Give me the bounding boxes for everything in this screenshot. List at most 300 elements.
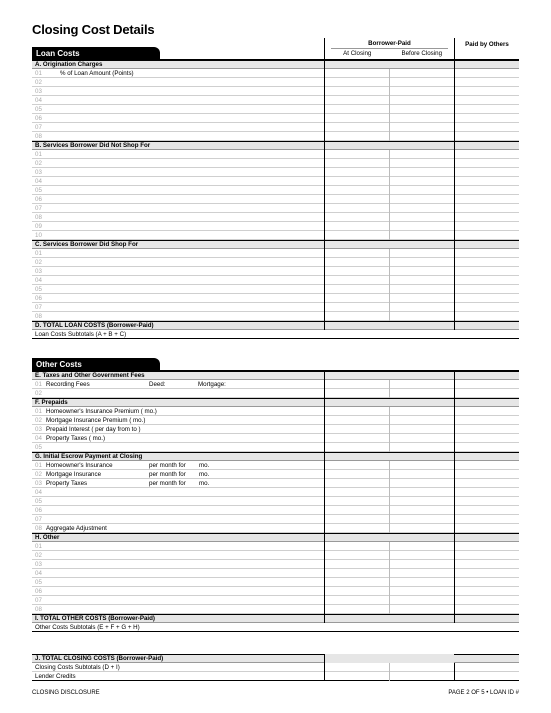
before-closing-cell[interactable] xyxy=(389,249,454,258)
paid-by-others-cell[interactable] xyxy=(454,416,519,425)
line-item-label xyxy=(32,542,324,551)
line-number: 02 xyxy=(35,259,42,266)
before-closing-cell[interactable] xyxy=(389,267,454,276)
section-header-divider xyxy=(454,398,519,407)
at-closing-cell[interactable] xyxy=(324,231,389,240)
at-closing-cell[interactable] xyxy=(324,114,389,123)
line-item-text[interactable]: Homeowner's Insurance Premium ( mo.) xyxy=(46,408,157,415)
line-item-label xyxy=(32,150,324,159)
page-title: Closing Cost Details xyxy=(32,22,155,37)
line-item-field-1: per month for xyxy=(149,471,186,478)
line-number: 02 xyxy=(35,160,42,167)
paid-by-others-cell[interactable] xyxy=(454,461,519,470)
lender-credits-label: Lender Credits xyxy=(35,673,76,680)
line-item-text[interactable]: Property Taxes ( mo.) xyxy=(46,435,106,442)
paid-by-others-cell[interactable] xyxy=(454,231,519,240)
before-closing-cell[interactable] xyxy=(389,105,454,114)
line-item-label xyxy=(32,285,324,294)
before-closing-cell[interactable] xyxy=(389,425,454,434)
line-item-field-2: mo. xyxy=(199,462,210,469)
line-number: 08 xyxy=(35,525,42,532)
line-number: 06 xyxy=(35,115,42,122)
paid-by-others-cell[interactable] xyxy=(454,434,519,443)
line-number: 03 xyxy=(35,480,42,487)
paid-by-others-cell[interactable] xyxy=(454,515,519,524)
before-closing-cell[interactable] xyxy=(389,470,454,479)
paid-by-others-cell[interactable] xyxy=(454,258,519,267)
line-number: 04 xyxy=(35,489,42,496)
before-closing-cell[interactable] xyxy=(389,123,454,132)
line-item-row xyxy=(32,123,519,132)
before-closing-cell[interactable] xyxy=(389,222,454,231)
before-closing-cell[interactable] xyxy=(389,605,454,614)
line-item-row xyxy=(32,479,519,488)
line-item-label xyxy=(32,177,324,186)
section-header-divider xyxy=(454,452,519,461)
paid-by-others-cell[interactable] xyxy=(454,294,519,303)
paid-by-others-cell[interactable] xyxy=(454,168,519,177)
line-item-label xyxy=(32,159,324,168)
line-number: 08 xyxy=(35,606,42,613)
before-closing-cell[interactable] xyxy=(389,551,454,560)
paid-by-others-cell[interactable] xyxy=(454,380,519,389)
before-closing-cell[interactable] xyxy=(389,380,454,389)
line-number: 02 xyxy=(35,471,42,478)
line-number: 01 xyxy=(35,70,42,77)
at-closing-cell[interactable] xyxy=(324,168,389,177)
before-closing-cell[interactable] xyxy=(389,177,454,186)
before-closing-cell[interactable] xyxy=(389,578,454,587)
at-closing-cell[interactable] xyxy=(324,213,389,222)
line-item-label xyxy=(32,425,324,434)
before-closing-cell[interactable] xyxy=(389,434,454,443)
line-number: 01 xyxy=(35,408,42,415)
at-closing-cell[interactable] xyxy=(324,276,389,285)
section-header: E. Taxes and Other Government Fees xyxy=(32,371,519,380)
at-closing-cell[interactable] xyxy=(324,186,389,195)
line-item-row xyxy=(32,542,519,551)
paid-by-others-cell[interactable] xyxy=(454,177,519,186)
at-closing-cell[interactable] xyxy=(324,569,389,578)
line-item-row xyxy=(32,524,519,533)
line-number: 04 xyxy=(35,97,42,104)
total-divider xyxy=(454,614,519,623)
before-closing-cell[interactable] xyxy=(389,479,454,488)
loan-costs-header xyxy=(32,38,519,60)
at-closing-cell[interactable] xyxy=(324,195,389,204)
paid-by-others-cell[interactable] xyxy=(454,551,519,560)
line-item-row xyxy=(32,506,519,515)
line-item-field-2: mo. xyxy=(199,480,210,487)
paid-by-others-cell[interactable] xyxy=(454,150,519,159)
paid-by-others-cell[interactable] xyxy=(454,222,519,231)
line-item-label xyxy=(32,389,324,398)
at-closing-cell[interactable] xyxy=(324,204,389,213)
before-closing-cell[interactable] xyxy=(389,186,454,195)
line-item-row xyxy=(32,87,519,96)
paid-by-others-cell[interactable] xyxy=(454,105,519,114)
line-number: 05 xyxy=(35,106,42,113)
at-closing-cell[interactable] xyxy=(324,258,389,267)
line-item-row xyxy=(32,461,519,470)
before-closing-cell[interactable] xyxy=(389,488,454,497)
line-item-text[interactable]: Property Taxes xyxy=(46,480,88,487)
before-closing-cell[interactable] xyxy=(389,303,454,312)
before-closing-cell[interactable] xyxy=(389,69,454,78)
line-number: 02 xyxy=(35,552,42,559)
line-item-row xyxy=(32,150,519,159)
at-closing-cell[interactable] xyxy=(324,87,389,96)
total-other-costs-row: I. TOTAL OTHER COSTS (Borrower-Paid) xyxy=(32,614,519,623)
line-item-row xyxy=(32,416,519,425)
before-closing-cell[interactable] xyxy=(389,276,454,285)
at-closing-cell[interactable] xyxy=(324,488,389,497)
paid-by-others-cell[interactable] xyxy=(454,443,519,452)
section-header-divider xyxy=(454,60,519,69)
at-closing-cell[interactable] xyxy=(324,312,389,321)
section-header: G. Initial Escrow Payment at Closing xyxy=(32,452,519,461)
line-item-row xyxy=(32,186,519,195)
line-number: 06 xyxy=(35,588,42,595)
line-item-row xyxy=(32,303,519,312)
line-item-label xyxy=(32,497,324,506)
at-closing-cell[interactable] xyxy=(324,132,389,141)
line-item-row xyxy=(32,605,519,614)
paid-by-others-cell[interactable] xyxy=(454,159,519,168)
paid-by-others-cell[interactable] xyxy=(454,69,519,78)
line-item-label xyxy=(32,195,324,204)
at-closing-cell[interactable] xyxy=(324,470,389,479)
paid-by-others-cell[interactable] xyxy=(454,249,519,258)
at-closing-cell[interactable] xyxy=(324,159,389,168)
line-item-row xyxy=(32,488,519,497)
before-closing-cell[interactable] xyxy=(389,596,454,605)
line-number: 03 xyxy=(35,88,42,95)
paid-by-others-cell[interactable] xyxy=(454,213,519,222)
line-number: 05 xyxy=(35,187,42,194)
loan-costs-subtotal-row: Loan Costs Subtotals (A + B + C) xyxy=(32,330,519,339)
line-item-field-2: Mortgage: xyxy=(198,381,226,388)
paid-by-others-cell[interactable] xyxy=(454,204,519,213)
line-number: 07 xyxy=(35,304,42,311)
at-closing-cell[interactable] xyxy=(324,78,389,87)
line-item-label xyxy=(32,78,324,87)
at-closing-cell[interactable] xyxy=(324,596,389,605)
paid-by-others-cell[interactable] xyxy=(454,605,519,614)
line-number: 07 xyxy=(35,124,42,131)
line-item-label xyxy=(32,515,324,524)
total-closing-costs-row xyxy=(32,654,519,663)
before-closing-cell[interactable] xyxy=(389,587,454,596)
section-header: A. Origination Charges xyxy=(32,60,519,69)
at-closing-cell[interactable] xyxy=(324,150,389,159)
before-closing-cell[interactable] xyxy=(389,461,454,470)
line-item-label xyxy=(32,276,324,285)
line-item-label xyxy=(32,560,324,569)
before-closing-cell[interactable] xyxy=(389,213,454,222)
line-item-text[interactable]: % of Loan Amount (Points) xyxy=(60,70,134,77)
line-item-label xyxy=(32,294,324,303)
paid-by-others-cell[interactable] xyxy=(454,587,519,596)
line-number: 04 xyxy=(35,570,42,577)
line-number: 05 xyxy=(35,579,42,586)
line-item-row xyxy=(32,443,519,452)
line-item-label xyxy=(32,123,324,132)
line-item-label xyxy=(32,132,324,141)
line-item-label xyxy=(32,596,324,605)
line-item-row xyxy=(32,407,519,416)
at-closing-cell[interactable] xyxy=(324,497,389,506)
at-closing-cell[interactable] xyxy=(324,425,389,434)
line-number: 08 xyxy=(35,214,42,221)
before-closing-cell[interactable] xyxy=(389,168,454,177)
before-closing-cell[interactable] xyxy=(389,114,454,123)
at-closing-label: At Closing xyxy=(343,50,372,57)
line-number: 02 xyxy=(35,417,42,424)
lender-credits-row xyxy=(32,672,519,681)
section-header-divider xyxy=(454,240,519,249)
line-item-row xyxy=(32,470,519,479)
paid-by-others-cell[interactable] xyxy=(454,96,519,105)
line-item-label xyxy=(32,416,324,425)
line-item-label xyxy=(32,506,324,515)
line-number: 03 xyxy=(35,426,42,433)
paid-by-others-cell[interactable] xyxy=(454,578,519,587)
before-closing-cell[interactable] xyxy=(389,258,454,267)
line-item-row xyxy=(32,497,519,506)
at-closing-cell[interactable] xyxy=(324,560,389,569)
closing-costs-table xyxy=(32,654,519,681)
line-item-label xyxy=(32,249,324,258)
before-closing-cell[interactable] xyxy=(389,204,454,213)
paid-by-others-cell[interactable] xyxy=(454,524,519,533)
at-closing-cell[interactable] xyxy=(324,461,389,470)
before-closing-cell[interactable] xyxy=(389,231,454,240)
line-item-row xyxy=(32,78,519,87)
paid-by-others-cell[interactable] xyxy=(454,596,519,605)
before-closing-cell[interactable] xyxy=(389,407,454,416)
at-closing-cell[interactable] xyxy=(324,105,389,114)
line-item-row xyxy=(32,231,519,240)
before-closing-cell[interactable] xyxy=(389,87,454,96)
before-closing-cell[interactable] xyxy=(389,159,454,168)
line-number: 07 xyxy=(35,597,42,604)
at-closing-cell[interactable] xyxy=(324,434,389,443)
closing-costs-subtotal-row xyxy=(32,663,519,672)
line-item-row xyxy=(32,168,519,177)
other-costs-tab: Other Costs xyxy=(32,358,160,371)
line-number: 07 xyxy=(35,516,42,523)
before-closing-cell[interactable] xyxy=(389,506,454,515)
paid-by-others-cell[interactable] xyxy=(454,479,519,488)
paid-by-others-cell[interactable] xyxy=(454,285,519,294)
line-item-row xyxy=(32,587,519,596)
at-closing-cell[interactable] xyxy=(324,303,389,312)
paid-by-others-cell[interactable] xyxy=(454,132,519,141)
before-closing-cell[interactable] xyxy=(389,542,454,551)
line-item-row xyxy=(32,222,519,231)
section-header: F. Prepaids xyxy=(32,398,519,407)
paid-by-others-cell[interactable] xyxy=(454,389,519,398)
before-closing-cell[interactable] xyxy=(389,78,454,87)
at-closing-cell[interactable] xyxy=(324,389,389,398)
line-item-row xyxy=(32,380,519,389)
before-closing-cell[interactable] xyxy=(389,389,454,398)
before-closing-cell[interactable] xyxy=(389,312,454,321)
other-costs-table xyxy=(32,357,519,632)
line-number: 04 xyxy=(35,178,42,185)
at-closing-cell[interactable] xyxy=(324,294,389,303)
line-number: 08 xyxy=(35,313,42,320)
paid-by-others-cell[interactable] xyxy=(454,78,519,87)
line-item-text[interactable]: Homeowner's Insurance xyxy=(46,462,113,469)
paid-by-others-cell[interactable] xyxy=(454,560,519,569)
paid-by-others-cell[interactable] xyxy=(454,114,519,123)
line-item-row xyxy=(32,195,519,204)
line-number: 05 xyxy=(35,498,42,505)
paid-by-others-cell[interactable] xyxy=(454,195,519,204)
line-number: 03 xyxy=(35,169,42,176)
at-closing-cell[interactable] xyxy=(324,515,389,524)
before-closing-cell[interactable] xyxy=(389,497,454,506)
line-number: 01 xyxy=(35,250,42,257)
at-closing-cell[interactable] xyxy=(324,69,389,78)
paid-by-others-cell[interactable] xyxy=(454,569,519,578)
before-closing-cell[interactable] xyxy=(389,443,454,452)
other-costs-body xyxy=(32,371,519,632)
line-number: 01 xyxy=(35,381,42,388)
line-item-row xyxy=(32,515,519,524)
line-number: 04 xyxy=(35,435,42,442)
line-item-label xyxy=(32,105,324,114)
line-item-row xyxy=(32,569,519,578)
total-cells xyxy=(324,321,454,330)
line-item-text[interactable]: Prepaid Interest ( per day from to ) xyxy=(46,426,141,433)
line-item-label xyxy=(32,551,324,560)
paid-by-others-cell[interactable] xyxy=(454,470,519,479)
line-item-text[interactable]: Mortgage Insurance Premium ( mo.) xyxy=(46,417,146,424)
line-item-row xyxy=(32,285,519,294)
at-closing-cell[interactable] xyxy=(324,443,389,452)
line-item-row xyxy=(32,267,519,276)
line-number: 08 xyxy=(35,133,42,140)
at-closing-cell[interactable] xyxy=(324,407,389,416)
paid-by-others-cell[interactable] xyxy=(454,506,519,515)
line-item-label xyxy=(32,168,324,177)
at-closing-cell[interactable] xyxy=(324,524,389,533)
line-item-label xyxy=(32,605,324,614)
paid-by-others-cell[interactable] xyxy=(454,497,519,506)
at-closing-cell[interactable] xyxy=(324,96,389,105)
line-item-text[interactable]: Mortgage Insurance xyxy=(46,471,102,478)
at-closing-cell[interactable] xyxy=(324,267,389,276)
paid-by-others-cell[interactable] xyxy=(454,488,519,497)
footer-document-name: CLOSING DISCLOSURE xyxy=(32,690,100,696)
line-number: 03 xyxy=(35,268,42,275)
paid-by-others-cell[interactable] xyxy=(454,312,519,321)
line-item-field-1: per month for xyxy=(149,480,186,487)
line-number: 05 xyxy=(35,286,42,293)
line-number: 03 xyxy=(35,561,42,568)
paid-by-others-cell[interactable] xyxy=(454,87,519,96)
before-closing-cell[interactable] xyxy=(389,150,454,159)
at-closing-cell[interactable] xyxy=(324,506,389,515)
line-item-label xyxy=(32,443,324,452)
before-closing-cell[interactable] xyxy=(389,285,454,294)
line-item-label xyxy=(32,69,324,78)
borrower-paid-header xyxy=(324,38,454,60)
before-closing-cell[interactable] xyxy=(389,132,454,141)
section-header: C. Services Borrower Did Shop For xyxy=(32,240,519,249)
line-number: 02 xyxy=(35,390,42,397)
line-item-label xyxy=(32,87,324,96)
line-item-text[interactable]: Aggregate Adjustment xyxy=(46,525,107,532)
line-item-row xyxy=(32,69,519,78)
at-closing-cell[interactable] xyxy=(324,605,389,614)
before-closing-cell[interactable] xyxy=(389,515,454,524)
line-item-label xyxy=(32,267,324,276)
paid-by-others-cell[interactable] xyxy=(454,276,519,285)
before-closing-cell[interactable] xyxy=(389,524,454,533)
at-closing-cell[interactable] xyxy=(324,587,389,596)
line-item-row xyxy=(32,159,519,168)
at-closing-cell[interactable] xyxy=(324,249,389,258)
line-number: 10 xyxy=(35,232,42,239)
at-closing-cell[interactable] xyxy=(324,479,389,488)
line-item-row xyxy=(32,578,519,587)
section-header-divider xyxy=(454,141,519,150)
paid-by-others-cell[interactable] xyxy=(454,267,519,276)
other-costs-header xyxy=(32,357,519,371)
at-closing-cell[interactable] xyxy=(324,380,389,389)
at-closing-cell[interactable] xyxy=(324,416,389,425)
line-number: 06 xyxy=(35,507,42,514)
loan-costs-body xyxy=(32,60,519,339)
borrower-paid-label: Borrower-Paid xyxy=(331,38,448,49)
loan-costs-table xyxy=(32,38,519,339)
at-closing-cell[interactable] xyxy=(324,123,389,132)
at-closing-cell[interactable] xyxy=(324,222,389,231)
line-item-label xyxy=(32,96,324,105)
before-closing-cell[interactable] xyxy=(389,569,454,578)
line-item-label xyxy=(32,524,324,533)
before-closing-cell[interactable] xyxy=(389,294,454,303)
paid-by-others-cell[interactable] xyxy=(454,425,519,434)
line-item-label xyxy=(32,312,324,321)
line-item-row xyxy=(32,177,519,186)
line-item-row xyxy=(32,105,519,114)
at-closing-cell[interactable] xyxy=(324,542,389,551)
before-closing-cell[interactable] xyxy=(389,416,454,425)
at-closing-cell[interactable] xyxy=(324,551,389,560)
paid-by-others-cell[interactable] xyxy=(454,542,519,551)
line-item-label xyxy=(32,434,324,443)
before-closing-cell[interactable] xyxy=(389,96,454,105)
before-closing-cell[interactable] xyxy=(389,560,454,569)
line-item-text[interactable]: Recording Fees xyxy=(46,381,90,388)
paid-by-others-cell[interactable] xyxy=(454,186,519,195)
paid-by-others-cell[interactable] xyxy=(454,123,519,132)
at-closing-cell[interactable] xyxy=(324,177,389,186)
at-closing-cell[interactable] xyxy=(324,285,389,294)
line-number: 04 xyxy=(35,277,42,284)
paid-by-others-cell[interactable] xyxy=(454,303,519,312)
line-number: 01 xyxy=(35,543,42,550)
at-closing-cell[interactable] xyxy=(324,578,389,587)
paid-by-others-cell[interactable] xyxy=(454,407,519,416)
line-item-label xyxy=(32,569,324,578)
before-closing-cell[interactable] xyxy=(389,195,454,204)
